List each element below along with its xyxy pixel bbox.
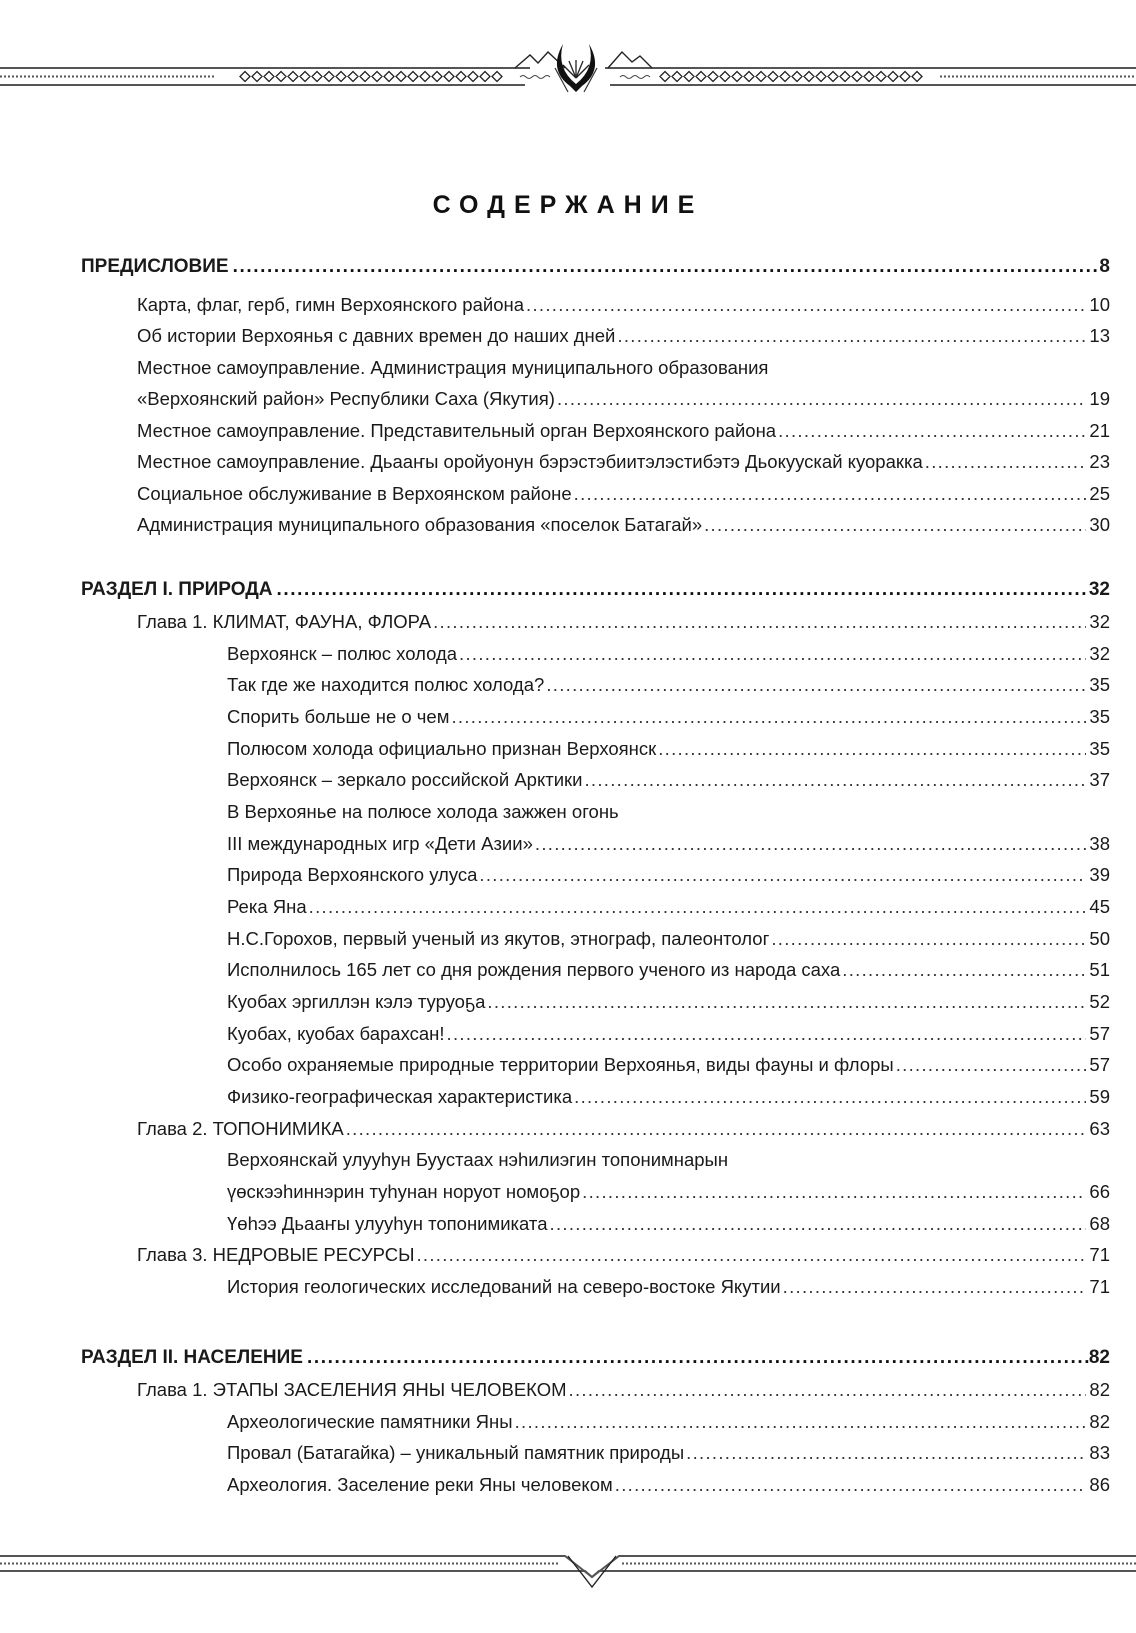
toc-chapter-entry[interactable] bbox=[137, 1117, 1110, 1141]
toc-page-number: 71 bbox=[1089, 1244, 1110, 1265]
toc-subentry[interactable] bbox=[227, 895, 1110, 919]
toc-entry-label: РАЗДЕЛ II. НАСЕЛЕНИЕ bbox=[81, 1347, 303, 1368]
toc-entry-label: Верхоянскай улууһун Буустаах нэһилиэгин топонимнарын bbox=[227, 1149, 729, 1170]
toc-page-number: 82 bbox=[1089, 1411, 1110, 1432]
toc-entry-label: Куобах эргиллэн кэлэ туруоҕа bbox=[227, 991, 486, 1012]
toc-page-number: 21 bbox=[1089, 420, 1110, 441]
toc-page-number: 30 bbox=[1089, 514, 1110, 535]
dot-leader bbox=[574, 1085, 1086, 1109]
toc-entry-label: Полюсом холода официально признан Верхоянск bbox=[227, 738, 657, 759]
toc-subentry[interactable] bbox=[227, 737, 1110, 761]
toc-chapter-entry[interactable] bbox=[137, 419, 1110, 443]
toc-subentry[interactable] bbox=[227, 1022, 1110, 1046]
dot-leader bbox=[346, 1117, 1087, 1141]
dot-leader bbox=[778, 419, 1086, 443]
toc-chapter-entry[interactable] bbox=[137, 387, 1110, 411]
toc-page-number: 23 bbox=[1089, 451, 1110, 472]
dot-leader bbox=[546, 673, 1086, 697]
dot-leader bbox=[433, 610, 1086, 634]
toc-page-number: 45 bbox=[1089, 896, 1110, 917]
dot-leader bbox=[842, 958, 1086, 982]
toc-entry-label: Физико-географическая характеристика bbox=[227, 1086, 573, 1107]
toc-subentry[interactable] bbox=[227, 1473, 1110, 1497]
toc-page-number: 83 bbox=[1089, 1442, 1110, 1463]
toc-entry-label: Администрация муниципального образования «поселок Батагай» bbox=[137, 514, 703, 535]
dot-leader bbox=[535, 832, 1087, 856]
sun-emblem-icon bbox=[555, 44, 597, 92]
border-rules-icon bbox=[0, 1556, 1136, 1577]
toc-entry-label: Местное самоуправление. Администрация муниципального образования bbox=[137, 357, 769, 378]
toc-subentry[interactable] bbox=[227, 1410, 1110, 1434]
toc-entry-label: Социальное обслуживание в Верхоянском районе bbox=[137, 483, 572, 504]
toc-entry-label: Глава 1. КЛИМАТ, ФАУНА, ФЛОРА bbox=[137, 611, 432, 632]
toc-page-number: 63 bbox=[1089, 1118, 1110, 1139]
toc-page-number: 50 bbox=[1089, 928, 1110, 949]
dot-leader bbox=[574, 482, 1087, 506]
toc-section-entry[interactable] bbox=[81, 255, 1110, 279]
toc-subentry[interactable] bbox=[227, 832, 1110, 856]
toc-entry-label: Природа Верхоянского улуса bbox=[227, 864, 478, 885]
toc-chapter-entry[interactable] bbox=[137, 513, 1110, 537]
toc-page-number: 66 bbox=[1089, 1181, 1110, 1202]
toc-subentry[interactable] bbox=[227, 705, 1110, 729]
dot-leader bbox=[617, 324, 1086, 348]
toc-page-number: 57 bbox=[1089, 1023, 1110, 1044]
toc-subentry[interactable] bbox=[227, 673, 1110, 697]
toc-entry-label: ПРЕДИСЛОВИЕ bbox=[81, 256, 229, 277]
toc-subentry[interactable] bbox=[227, 800, 1110, 824]
toc-page-number: 51 bbox=[1089, 959, 1110, 980]
toc-entry-label: Глава 3. НЕДРОВЫЕ РЕСУРСЫ bbox=[137, 1244, 415, 1265]
dot-leader bbox=[615, 1473, 1087, 1497]
toc-page-number: 19 bbox=[1089, 388, 1110, 409]
toc-entry-label: Н.С.Горохов, первый ученый из якутов, этнограф, палеонтолог bbox=[227, 928, 770, 949]
toc-subentry[interactable] bbox=[227, 768, 1110, 792]
toc-page-number: 10 bbox=[1089, 294, 1110, 315]
toc-page-number: 35 bbox=[1089, 706, 1110, 727]
toc-page-number: 32 bbox=[1089, 643, 1110, 664]
toc-entry-label: Так где же находится полюс холода? bbox=[227, 674, 545, 695]
toc-page-number: 68 bbox=[1089, 1213, 1110, 1234]
toc-chapter-entry[interactable] bbox=[137, 1378, 1110, 1402]
toc-entry-label: Местное самоуправление. Дьааҥы оройуонун бэрэстэбиитэлэстибэтэ Дьокуускай куоракка bbox=[137, 451, 923, 472]
toc-entry-label: Исполнилось 165 лет со дня рождения первого ученого из народа саха bbox=[227, 959, 841, 980]
toc-chapter-entry[interactable] bbox=[137, 610, 1110, 634]
toc-entry-label: Спорить больше не о чем bbox=[227, 706, 450, 727]
dot-leader bbox=[557, 387, 1086, 411]
toc-entry-label: В Верхоянье на полюсе холода зажжен огонь bbox=[227, 801, 619, 822]
toc-page-number: 59 bbox=[1089, 1086, 1110, 1107]
dot-leader bbox=[569, 1378, 1087, 1402]
bottom-ornament-border bbox=[0, 1550, 1136, 1590]
dot-leader bbox=[896, 1053, 1087, 1077]
toc-page-number: 37 bbox=[1089, 769, 1110, 790]
toc-page-number: 52 bbox=[1089, 991, 1110, 1012]
toc-entry-label: Археологические памятники Яны bbox=[227, 1411, 513, 1432]
toc-subentry[interactable] bbox=[227, 863, 1110, 887]
toc-entry-label: Река Яна bbox=[227, 896, 307, 917]
dot-leader bbox=[771, 927, 1086, 951]
toc-entry-label: Провал (Батагайка) – уникальный памятник природы bbox=[227, 1442, 685, 1463]
toc-subentry[interactable] bbox=[227, 958, 1110, 982]
toc-subentry[interactable] bbox=[227, 1212, 1110, 1236]
mountains-icon bbox=[515, 52, 652, 68]
toc-subentry[interactable] bbox=[227, 990, 1110, 1014]
toc-page-number: 32 bbox=[1088, 579, 1110, 600]
toc-entry-label: үөскээһиннэрин туһунан норуот номоҕор bbox=[227, 1181, 581, 1202]
toc-page-number: 82 bbox=[1089, 1379, 1110, 1400]
dot-leader bbox=[783, 1275, 1087, 1299]
toc-chapter-entry[interactable] bbox=[137, 293, 1110, 317]
dot-leader bbox=[704, 513, 1086, 537]
toc-page-number: 35 bbox=[1089, 674, 1110, 695]
dot-leader bbox=[416, 1243, 1086, 1267]
toc-page-number: 57 bbox=[1089, 1054, 1110, 1075]
toc-entry-label: Глава 1. ЭТАПЫ ЗАСЕЛЕНИЯ ЯНЫ ЧЕЛОВЕКОМ bbox=[137, 1379, 567, 1400]
toc-page-number: 71 bbox=[1089, 1276, 1110, 1297]
dot-leader bbox=[459, 642, 1086, 666]
dot-leader bbox=[276, 578, 1088, 602]
toc-entry-label: Карта, флаг, герб, гимн Верхоянского района bbox=[137, 294, 524, 315]
dot-leader bbox=[658, 737, 1086, 761]
toc-page-number: 82 bbox=[1088, 1347, 1110, 1368]
toc-entry-label: Местное самоуправление. Представительный орган Верхоянского района bbox=[137, 420, 777, 441]
dot-leader bbox=[925, 450, 1087, 474]
dot-leader bbox=[515, 1410, 1087, 1434]
toc-entry-label: Үөһээ Дьааҥы улууһун топонимиката bbox=[227, 1213, 548, 1234]
dot-leader bbox=[479, 863, 1086, 887]
dot-leader bbox=[526, 293, 1086, 317]
dot-leader bbox=[550, 1212, 1087, 1236]
top-ornament-border bbox=[0, 40, 1136, 110]
toc-entry-label: Особо охраняемые природные территории Верхоянья, виды фауны и флоры bbox=[227, 1054, 894, 1075]
dot-leader bbox=[584, 768, 1086, 792]
toc-page-number: 25 bbox=[1089, 483, 1110, 504]
dot-leader bbox=[307, 1346, 1089, 1370]
dot-leader bbox=[233, 255, 1100, 279]
toc-chapter-entry[interactable] bbox=[137, 450, 1110, 474]
toc-subentry[interactable] bbox=[227, 1053, 1110, 1077]
toc-page-number: 32 bbox=[1089, 611, 1110, 632]
toc-page-number: 35 bbox=[1089, 738, 1110, 759]
toc-page-number: 86 bbox=[1089, 1474, 1110, 1495]
toc-subentry[interactable] bbox=[227, 1441, 1110, 1465]
toc-chapter-entry[interactable] bbox=[137, 356, 1110, 380]
toc-page-number: 13 bbox=[1089, 325, 1110, 346]
toc-section-entry[interactable] bbox=[81, 578, 1110, 602]
toc-entry-label: Куобах, куобах барахсан! bbox=[227, 1023, 445, 1044]
dot-leader bbox=[451, 705, 1086, 729]
dot-leader bbox=[309, 895, 1087, 919]
toc-subentry[interactable] bbox=[227, 927, 1110, 951]
toc-entry-label: Археология. Заселение реки Яны человеком bbox=[227, 1474, 613, 1495]
dot-leader bbox=[686, 1441, 1086, 1465]
toc-entry-label: Глава 2. ТОПОНИМИКА bbox=[137, 1118, 344, 1139]
toc-entry-label: Об истории Верхоянья с давних времен до наших дней bbox=[137, 325, 616, 346]
dot-leader bbox=[582, 1180, 1086, 1204]
toc-entry-label: «Верхоянский район» Республики Саха (Якутия) bbox=[137, 388, 555, 409]
toc-chapter-entry[interactable] bbox=[137, 324, 1110, 348]
toc-subentry[interactable] bbox=[227, 642, 1110, 666]
toc-page-number: 38 bbox=[1089, 833, 1110, 854]
toc-subentry[interactable] bbox=[227, 1085, 1110, 1109]
toc-entry-label: Верхоянск – зеркало российской Арктики bbox=[227, 769, 583, 790]
toc-entry-label: III международных игр «Дети Азии» bbox=[227, 833, 533, 854]
dot-leader bbox=[447, 1022, 1087, 1046]
toc-subentry[interactable] bbox=[227, 1275, 1110, 1299]
toc-page-number: 8 bbox=[1099, 256, 1110, 277]
toc-entry-label: РАЗДЕЛ I. ПРИРОДА bbox=[81, 579, 273, 600]
toc-subentry[interactable] bbox=[227, 1180, 1110, 1204]
toc-subentry[interactable] bbox=[227, 1148, 1110, 1172]
page-title: СОДЕРЖАНИЕ bbox=[432, 190, 704, 219]
toc-section-entry[interactable] bbox=[81, 1346, 1110, 1370]
toc-chapter-entry[interactable] bbox=[137, 482, 1110, 506]
toc-chapter-entry[interactable] bbox=[137, 1243, 1110, 1267]
toc-entry-label: Верхоянск – полюс холода bbox=[227, 643, 458, 664]
dot-leader bbox=[487, 990, 1086, 1014]
toc-page-number: 39 bbox=[1089, 864, 1110, 885]
toc-entry-label: История геологических исследований на северо-востоке Якутии bbox=[227, 1276, 781, 1297]
